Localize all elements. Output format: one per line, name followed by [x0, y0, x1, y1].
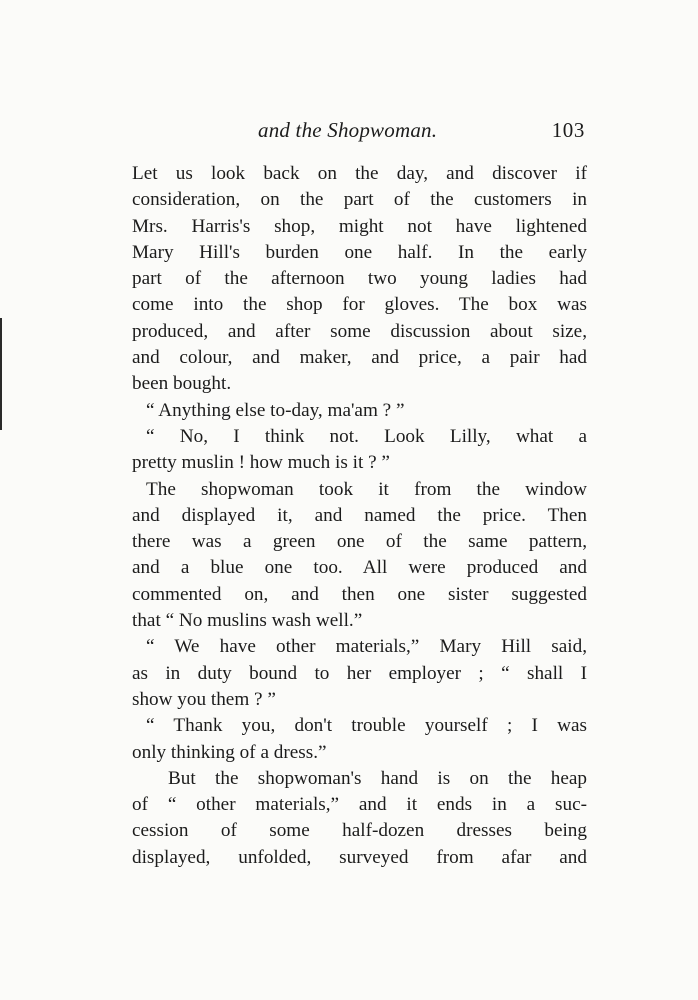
- text-line: of “ other materials,” and it ends in a suc-: [132, 794, 587, 816]
- text-line: produced, and after some discussion about size,: [132, 320, 587, 342]
- text-line: pretty muslin ! how much is it ? ”: [132, 452, 390, 474]
- text-line: come into the shop for gloves. The box was: [132, 294, 587, 316]
- text-line: as in duty bound to her employer ; “ shall I: [132, 662, 587, 684]
- running-head: [132, 118, 587, 146]
- text-line: “ No, I think not. Look Lilly, what a: [146, 425, 587, 447]
- text-line: part of the afternoon two young ladies had: [132, 268, 587, 290]
- text-line: that “ No muslins wash well.”: [132, 610, 363, 632]
- text-line: Mary Hill's burden one half. In the early: [132, 241, 587, 263]
- text-line: But the shopwoman's hand is on the heap: [168, 767, 587, 789]
- text-line: Let us look back on the day, and discover if: [132, 163, 587, 184]
- page-number: 103: [551, 118, 585, 142]
- text-line: and colour, and maker, and price, a pair had: [132, 347, 587, 369]
- text-line: “ Anything else to-day, ma'am ? ”: [146, 399, 405, 421]
- text-line: only thinking of a dress.”: [132, 741, 327, 763]
- text-line: displayed, unfolded, surveyed from afar and: [132, 846, 587, 868]
- running-title: and the Shopwoman.: [258, 118, 438, 142]
- text-line: show you them ? ”: [132, 688, 276, 710]
- body-text: [132, 161, 587, 871]
- text-line: “ We have other materials,” Mary Hill said,: [146, 636, 587, 658]
- text-line: been bought.: [132, 373, 232, 395]
- text-line: Mrs. Harris's shop, might not have lightened: [132, 215, 587, 237]
- text-line: and a blue one too. All were produced and: [132, 557, 587, 579]
- text-line: cession of some half-dozen dresses being: [132, 820, 587, 842]
- text-line: there was a green one of the same pattern,: [132, 531, 587, 553]
- text-line: “ Thank you, don't trouble yourself ; I was: [146, 715, 587, 737]
- text-line: consideration, on the part of the customers in: [132, 189, 587, 211]
- page-edge-shadow: [0, 318, 2, 430]
- text-line: commented on, and then one sister suggested: [132, 583, 587, 605]
- text-line: The shopwoman took it from the window: [146, 478, 587, 500]
- text-line: and displayed it, and named the price. Then: [132, 504, 587, 526]
